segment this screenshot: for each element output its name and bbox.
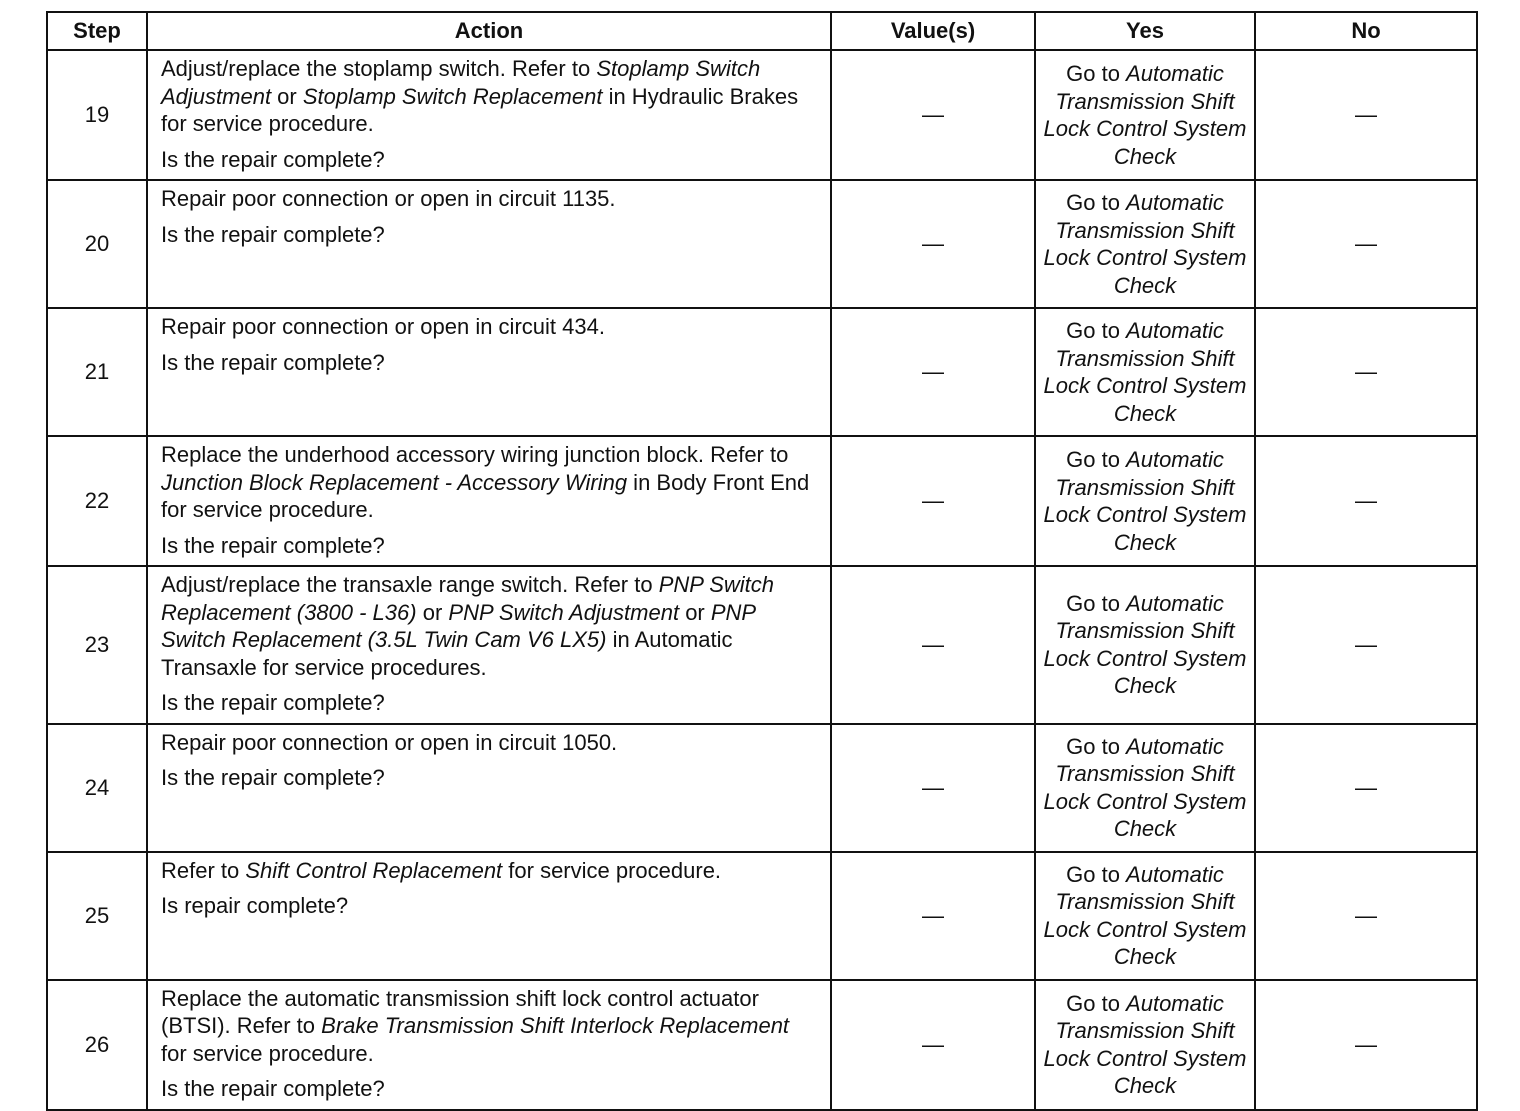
yes-cell <box>1035 180 1255 308</box>
step-number: 21 <box>47 308 147 436</box>
action-question: Is the repair complete? <box>161 532 385 558</box>
no-cell: — <box>1255 980 1477 1110</box>
value-cell: — <box>831 724 1035 852</box>
header-values: Value(s) <box>831 12 1035 50</box>
table-row <box>47 852 1477 980</box>
action-question: Is the repair complete? <box>161 221 385 247</box>
action-question: Is the repair complete? <box>161 690 385 715</box>
header-row <box>47 12 1477 50</box>
table-row <box>47 50 1477 180</box>
action-cell <box>147 980 831 1110</box>
action-instruction <box>161 55 816 138</box>
action-cell <box>147 308 831 436</box>
yes-reference-link[interactable]: Automatic Transmission Shift Lock Control System Check <box>1043 447 1247 555</box>
action-question: Is the repair complete? <box>161 349 385 375</box>
value-cell: — <box>831 180 1035 308</box>
action-cell <box>147 724 831 852</box>
value-cell: — <box>831 566 1035 724</box>
action-text: Repair poor connection or open in circuit 1050. <box>161 729 618 755</box>
action-instruction <box>161 571 816 681</box>
yes-prefix: Go to <box>1066 447 1127 472</box>
step-number: 19 <box>47 50 147 180</box>
action-text: Replace the underhood accessory wiring junction block. Refer to <box>161 442 789 467</box>
action-question: Is repair complete? <box>161 893 349 918</box>
action-instruction <box>161 729 816 757</box>
yes-cell <box>1035 50 1255 180</box>
action-instruction <box>161 857 816 885</box>
yes-cell <box>1035 308 1255 436</box>
procedure-reference-link[interactable]: Brake Transmission Shift Interlock Replacement <box>321 1013 790 1038</box>
yes-prefix: Go to <box>1066 190 1127 215</box>
yes-prefix: Go to <box>1066 990 1127 1016</box>
action-cell <box>147 436 831 566</box>
action-instruction <box>161 185 816 213</box>
header-step: Step <box>47 12 147 50</box>
yes-cell <box>1035 980 1255 1110</box>
yes-prefix: Go to <box>1066 318 1127 343</box>
table-row <box>47 980 1477 1110</box>
value-cell: — <box>831 436 1035 566</box>
action-instruction <box>161 985 816 1068</box>
yes-cell <box>1035 566 1255 724</box>
yes-reference-link[interactable]: Automatic Transmission Shift Lock Control System Check <box>1043 190 1247 298</box>
action-text: Repair poor connection or open in circuit 434. <box>161 314 605 339</box>
action-text: for service procedure. <box>502 857 722 883</box>
yes-cell <box>1035 436 1255 566</box>
header-yes: Yes <box>1035 12 1255 50</box>
yes-reference-link[interactable]: Automatic Transmission Shift Lock Control System Check <box>1043 61 1247 169</box>
procedure-reference-link[interactable]: Stoplamp Switch Adjustment <box>161 56 761 109</box>
value-cell: — <box>831 50 1035 180</box>
action-text: or <box>416 599 449 625</box>
procedure-reference-link[interactable]: PNP Switch Adjustment <box>448 599 680 625</box>
header-no: No <box>1255 12 1477 50</box>
action-text: Refer to <box>161 857 246 883</box>
no-cell: — <box>1255 308 1477 436</box>
procedure-reference-link[interactable]: Shift Control Replacement <box>245 857 503 883</box>
step-number: 23 <box>47 566 147 724</box>
yes-prefix: Go to <box>1066 590 1127 616</box>
yes-reference-link[interactable]: Automatic Transmission Shift Lock Control System Check <box>1043 861 1247 969</box>
yes-prefix: Go to <box>1066 861 1127 887</box>
value-cell: — <box>831 980 1035 1110</box>
no-cell: — <box>1255 180 1477 308</box>
action-cell <box>147 852 831 980</box>
action-question: Is the repair complete? <box>161 146 385 172</box>
yes-prefix: Go to <box>1066 733 1127 759</box>
action-text: Adjust/replace the stoplamp switch. Refer to <box>161 56 597 81</box>
action-text: for service procedure. <box>161 1040 374 1066</box>
table-row <box>47 724 1477 852</box>
header-action: Action <box>147 12 831 50</box>
action-text: in Body Front End for service procedure. <box>161 469 810 522</box>
no-cell: — <box>1255 852 1477 980</box>
diagnostic-table <box>46 11 1478 1111</box>
step-number: 24 <box>47 724 147 852</box>
step-number: 22 <box>47 436 147 566</box>
no-cell: — <box>1255 724 1477 852</box>
procedure-reference-link[interactable]: PNP Switch Replacement (3.5L Twin Cam V6 LX5) <box>161 599 756 652</box>
table-row <box>47 566 1477 724</box>
value-cell: — <box>831 308 1035 436</box>
action-cell <box>147 50 831 180</box>
action-question: Is the repair complete? <box>161 765 385 790</box>
no-cell: — <box>1255 436 1477 566</box>
table-row <box>47 436 1477 566</box>
action-text: in Automatic Transaxle for service procedures. <box>161 627 733 680</box>
action-text: Repair poor connection or open in circuit 1135. <box>161 186 616 211</box>
action-cell <box>147 566 831 724</box>
value-cell: — <box>831 852 1035 980</box>
yes-reference-link[interactable]: Automatic Transmission Shift Lock Control System Check <box>1043 318 1247 426</box>
step-number: 26 <box>47 980 147 1110</box>
action-text: or <box>271 83 303 109</box>
procedure-reference-link[interactable]: PNP Switch Replacement (3800 - L36) <box>161 572 775 625</box>
action-question: Is the repair complete? <box>161 1076 385 1101</box>
no-cell: — <box>1255 566 1477 724</box>
procedure-reference-link[interactable]: Junction Block Replacement - Accessory Wiring <box>161 469 628 495</box>
step-number: 25 <box>47 852 147 980</box>
table-row <box>47 180 1477 308</box>
yes-cell <box>1035 724 1255 852</box>
yes-reference-link[interactable]: Automatic Transmission Shift Lock Control System Check <box>1043 590 1247 699</box>
action-instruction <box>161 441 816 524</box>
action-text: Replace the automatic transmission shift lock control actuator (BTSI). Refer to <box>161 985 759 1038</box>
yes-cell <box>1035 852 1255 980</box>
procedure-reference-link[interactable]: Stoplamp Switch Replacement <box>302 83 603 109</box>
step-number: 20 <box>47 180 147 308</box>
action-instruction <box>161 313 816 341</box>
yes-prefix: Go to <box>1066 61 1127 86</box>
no-cell: — <box>1255 50 1477 180</box>
yes-reference-link[interactable]: Automatic Transmission Shift Lock Control System Check <box>1043 990 1247 1098</box>
action-text: Adjust/replace the transaxle range switch. Refer to <box>161 572 659 597</box>
table-row <box>47 308 1477 436</box>
action-text: in Hydraulic Brakes for service procedure. <box>161 83 799 136</box>
action-text: or <box>679 599 711 625</box>
yes-reference-link[interactable]: Automatic Transmission Shift Lock Control System Check <box>1043 733 1247 841</box>
action-cell <box>147 180 831 308</box>
